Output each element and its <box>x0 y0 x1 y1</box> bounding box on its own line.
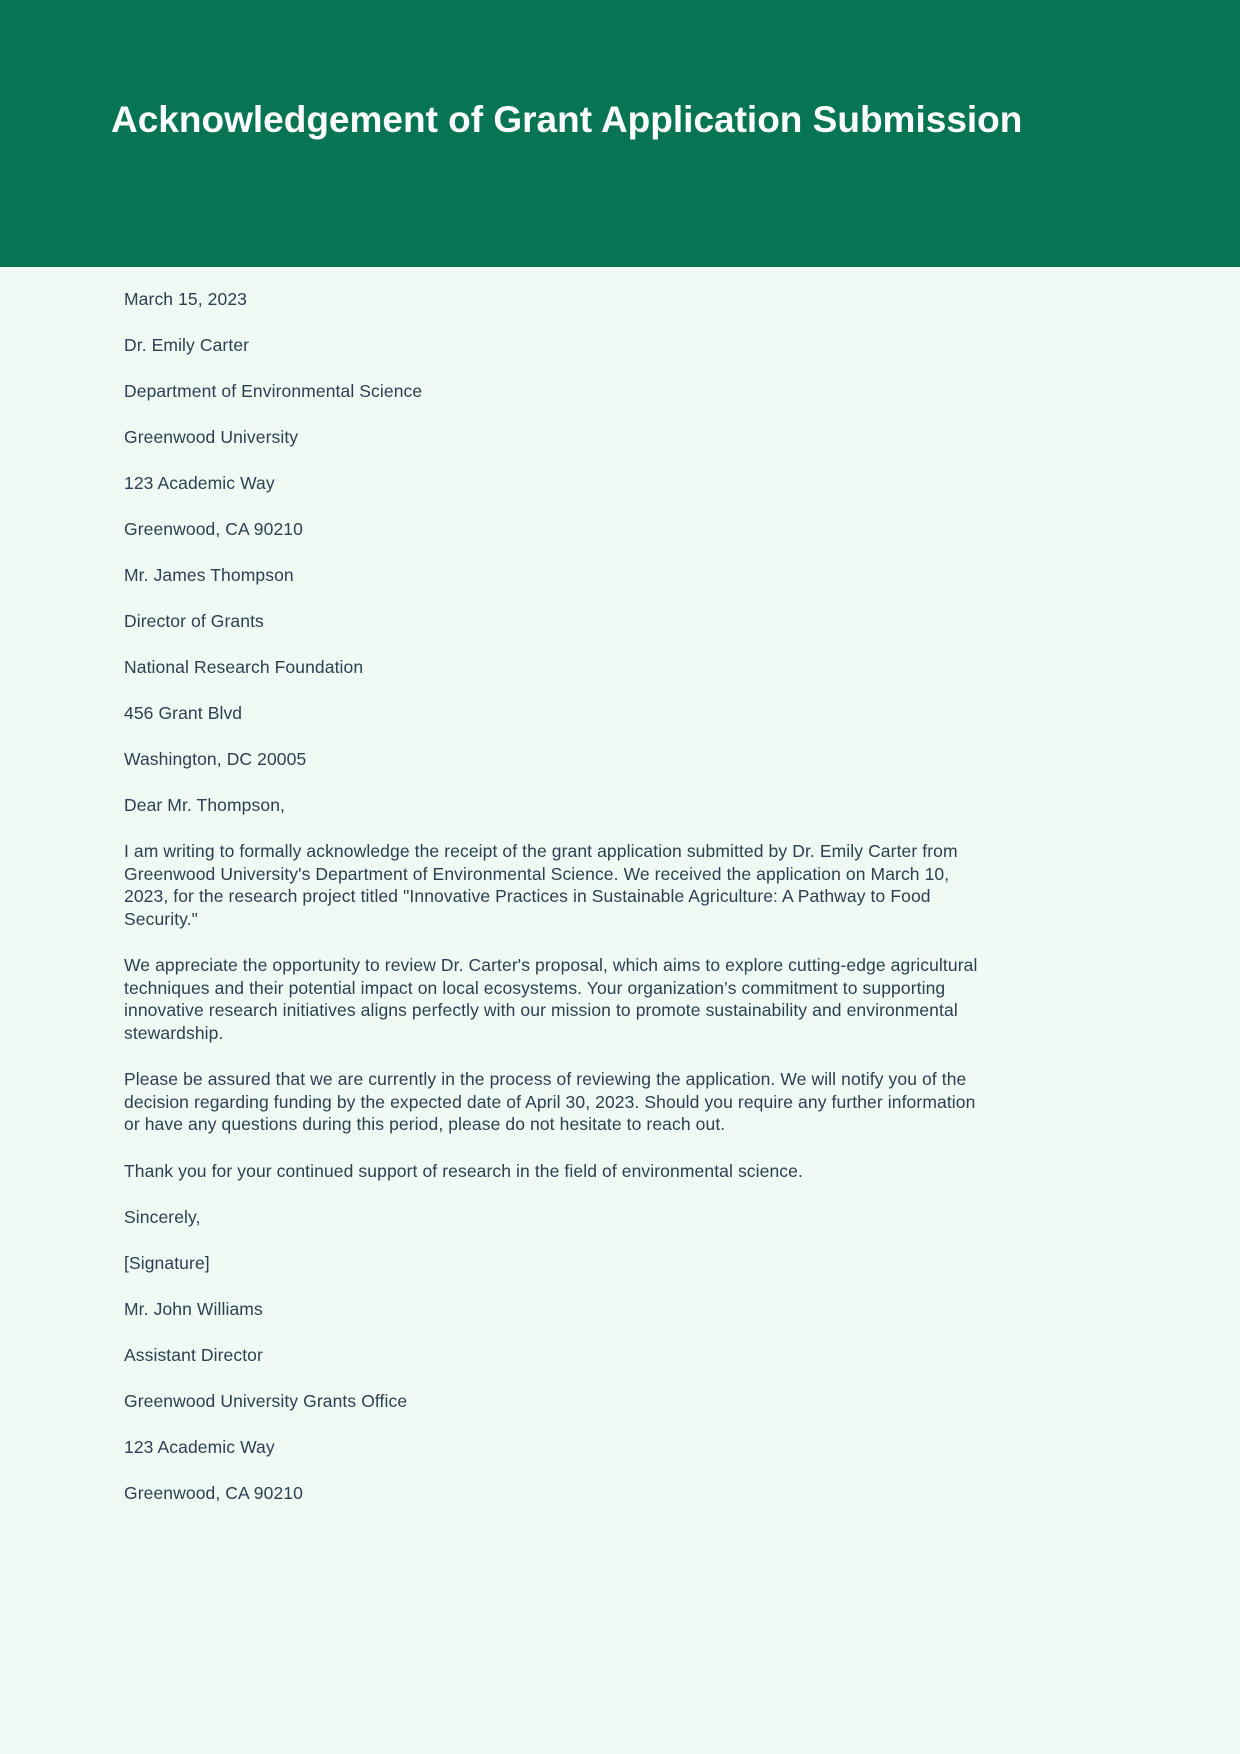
recipient-line-3: Greenwood University <box>124 427 299 447</box>
header-banner <box>0 0 1240 267</box>
page-title: Acknowledgement of Grant Application Submission <box>111 99 1023 140</box>
body-paragraph-2: We appreciate the opportunity to review Dr. Carter's proposal, which aims to explore cutting-edge agricultural techniques and their potential impact on local ecosystems. Your organization’s commitment to supporting innovative research initiatives aligns perfectly with our mission to promote sustainability and environmental stewardship. <box>124 955 978 1043</box>
signature-placeholder: [Signature] <box>124 1253 210 1273</box>
signer-line-4: 123 Academic Way <box>124 1437 275 1457</box>
signer-line-3: Greenwood University Grants Office <box>124 1391 408 1411</box>
letter-date: March 15, 2023 <box>124 289 248 309</box>
recipient-line-4: 123 Academic Way <box>124 473 275 493</box>
signer-line-2: Assistant Director <box>124 1345 263 1365</box>
body-paragraph-4: Thank you for your continued support of research in the field of environmental science. <box>124 1160 803 1181</box>
addressee-line-4: 456 Grant Blvd <box>124 703 243 723</box>
bottom-spacer <box>124 1504 986 1624</box>
closing: Sincerely, <box>124 1207 201 1227</box>
recipient-line-1: Dr. Emily Carter <box>124 335 250 355</box>
salutation: Dear Mr. Thompson, <box>124 795 285 815</box>
body-paragraph-1: I am writing to formally acknowledge the receipt of the grant application submitted by Dr. Emily Carter from Greenwood University's Department of Environmental Science. We received the application on March 10, 2023, for the research project titled "Innovative Practices in Sustainable Agriculture: A Pathway to Food Security." <box>124 841 958 929</box>
addressee-line-1: Mr. James Thompson <box>124 565 294 585</box>
body-paragraph-3: Please be assured that we are currently in the process of reviewing the application. We will notify you of the decision regarding funding by the expected date of April 30, 2023. Should you require any further information or have any questions during this period, please do not hesitate to reach out. <box>124 1069 976 1134</box>
addressee-line-3: National Research Foundation <box>124 657 364 677</box>
addressee-line-5: Washington, DC 20005 <box>124 749 307 769</box>
letter-body <box>124 268 986 1624</box>
signer-line-1: Mr. John Williams <box>124 1299 263 1319</box>
addressee-line-2: Director of Grants <box>124 611 264 631</box>
recipient-line-2: Department of Environmental Science <box>124 381 423 401</box>
signer-line-5: Greenwood, CA 90210 <box>124 1483 303 1503</box>
recipient-line-5: Greenwood, CA 90210 <box>124 519 303 539</box>
